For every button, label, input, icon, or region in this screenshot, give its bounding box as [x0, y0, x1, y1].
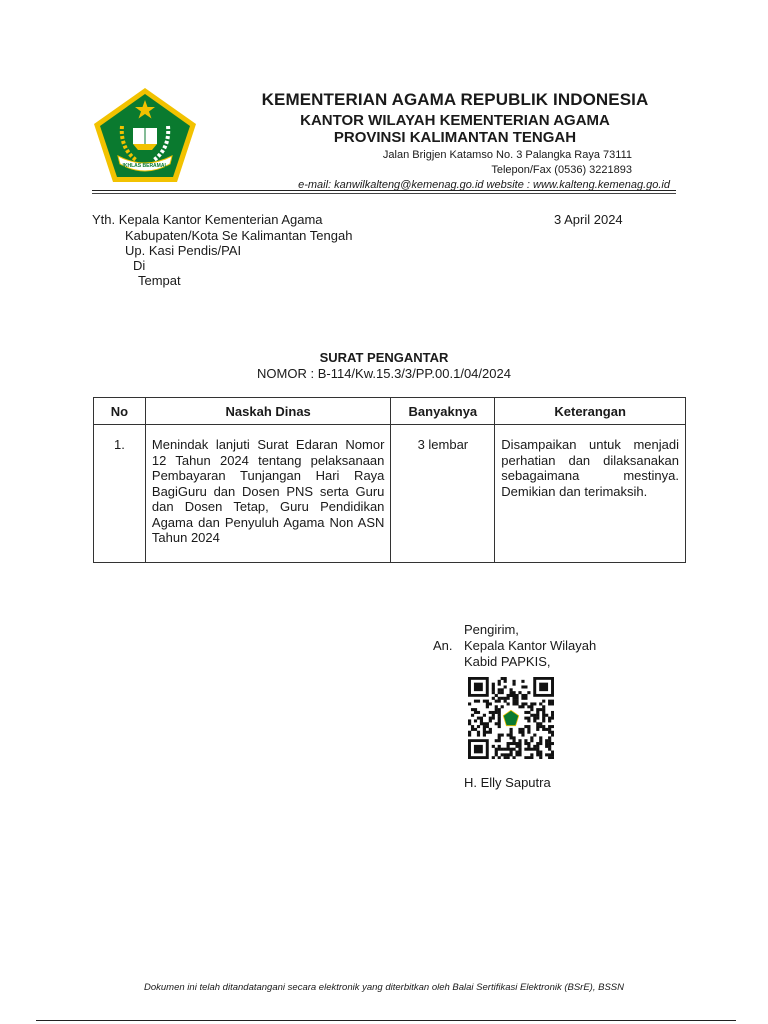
- letter-title: SURAT PENGANTAR: [319, 350, 449, 365]
- row-no: 1.: [94, 425, 146, 563]
- province-name: PROVINSI KALIMANTAN TENGAH: [333, 129, 577, 146]
- row-keterangan: Disampaikan untuk menjadi perhatian dan dilaksanakan sebagaimana mestinya. Demikian dan terimaksih.: [495, 425, 686, 563]
- signer-name: H. Elly Saputra: [464, 775, 551, 790]
- header-banyaknya: Banyaknya: [391, 398, 495, 425]
- recipient-line-5: Tempat: [138, 273, 181, 288]
- row-naskah-dinas: Menindak lanjuti Surat Edaran Nomor 12 Tahun 2024 tentang pelaksanaan Pembayaran Tunjangan Hari Raya BagiGuru dan Dosen PNS serta Guru dan Dosen Tetap, Guru Pendidikan Agama dan Penyuluh Agama Non ASN Tahun 2024: [145, 425, 391, 563]
- recipient-line-2: Kabupaten/Kota Se Kalimantan Tengah: [125, 228, 353, 243]
- recipient-line-4: Di: [133, 258, 146, 273]
- header-keterangan: Keterangan: [495, 398, 686, 425]
- signature-qr-code: [468, 677, 554, 759]
- regional-office-name: KANTOR WILAYAH KEMENTERIAN AGAMA: [300, 112, 610, 129]
- letter-number: NOMOR : B-114/Kw.15.3/3/PP.00.1/04/2024: [257, 366, 511, 381]
- ministry-name: KEMENTERIAN AGAMA REPUBLIK INDONESIA: [261, 90, 649, 109]
- recipient-line-1: Yth. Kepala Kantor Kementerian Agama: [92, 212, 323, 227]
- table-row: [94, 425, 686, 563]
- sender-sub-position: Kabid PAPKIS,: [464, 654, 551, 669]
- header-divider: [92, 190, 676, 191]
- sender-position: Kepala Kantor Wilayah: [464, 638, 597, 653]
- table-header-row: [94, 398, 686, 425]
- svg-text:IKHLAS BERAMAL: IKHLAS BERAMAL: [122, 163, 168, 169]
- sender-label: Pengirim,: [464, 622, 519, 637]
- on-behalf-prefix: An.: [433, 638, 453, 653]
- header-naskah-dinas: Naskah Dinas: [145, 398, 391, 425]
- office-address: Jalan Brigjen Katamso No. 3 Palangka Raya 73111: [382, 149, 632, 161]
- esign-footer-note: Dokumen ini telah ditandatangani secara elektronik yang diterbitkan oleh Balai Sertifikasi Elektronik (BSrE), BSSN: [144, 982, 624, 993]
- letter-date: 3 April 2024: [554, 212, 623, 227]
- document-table: [93, 397, 686, 563]
- recipient-line-3: Up. Kasi Pendis/PAI: [125, 243, 242, 258]
- header-no: No: [94, 398, 146, 425]
- row-banyaknya: 3 lembar: [391, 425, 495, 563]
- header-divider-thin: [92, 193, 676, 194]
- footer-divider: [36, 1020, 736, 1021]
- letterhead: [240, 90, 670, 193]
- kemenag-logo: [92, 86, 198, 184]
- office-phone: Telepon/Fax (0536) 3221893: [491, 164, 632, 176]
- office-contact: e-mail: kanwilkalteng@kemenag.go.id website : www.kalteng.kemenag.go.id: [298, 179, 670, 191]
